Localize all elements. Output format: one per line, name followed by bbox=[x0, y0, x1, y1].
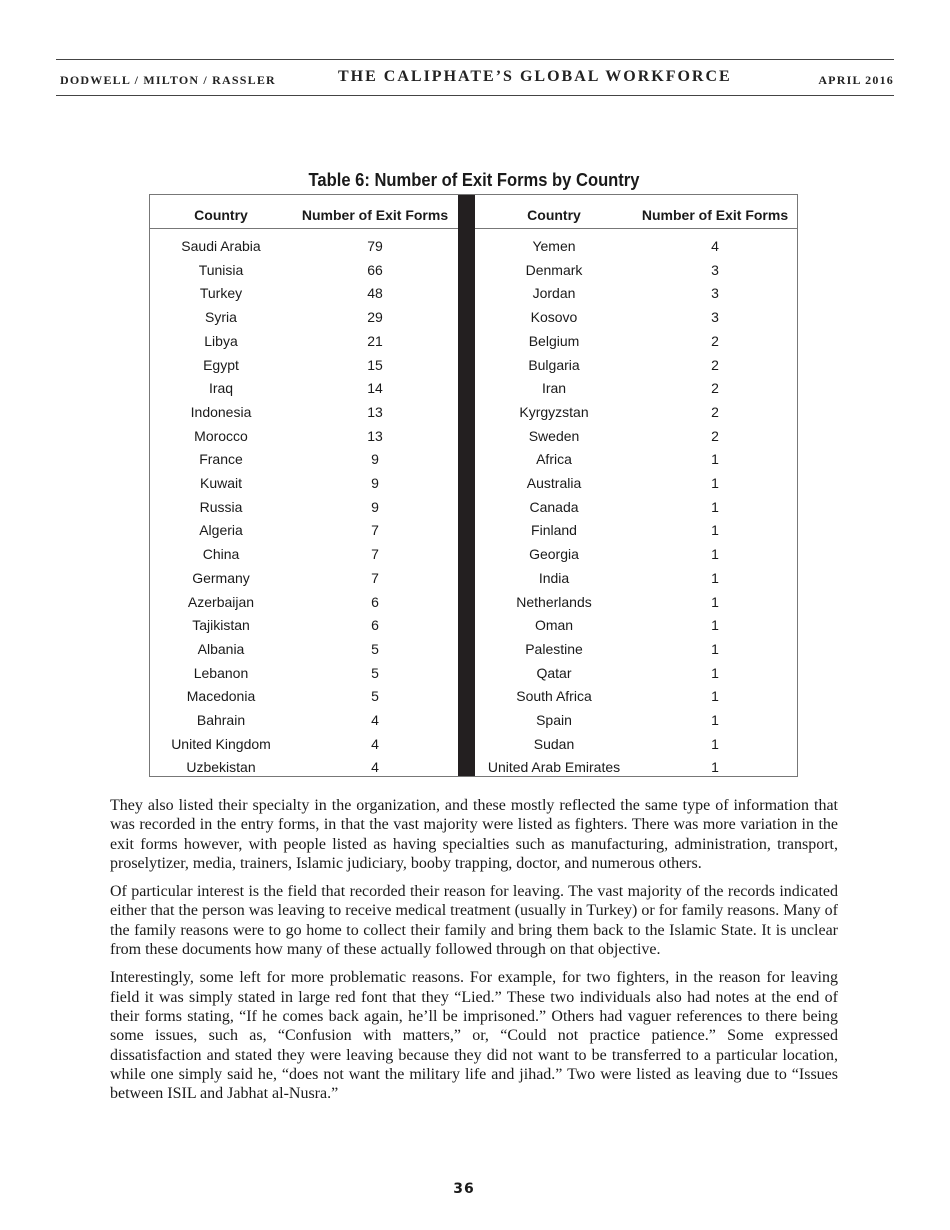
country-cell: Uzbekistan bbox=[186, 759, 256, 776]
header-authors: DODWELL / MILTON / RASSLER bbox=[60, 73, 276, 87]
country-cell: Kuwait bbox=[199, 475, 243, 491]
count-cell: 9 bbox=[371, 451, 379, 468]
table-row bbox=[150, 306, 458, 330]
count-cell: 7 bbox=[371, 522, 379, 539]
country-cell: Germany bbox=[192, 569, 250, 586]
table-row bbox=[475, 354, 798, 378]
count-cell: 1 bbox=[711, 664, 719, 681]
table-row bbox=[475, 425, 798, 449]
table-row bbox=[475, 733, 798, 757]
count-cell: 1 bbox=[711, 759, 719, 776]
table-row bbox=[150, 282, 458, 306]
table-row bbox=[150, 401, 458, 425]
table-row bbox=[475, 496, 798, 520]
count-cell: 14 bbox=[367, 380, 383, 397]
country-cell: Kyrgyzstan bbox=[519, 403, 589, 420]
count-cell: 1 bbox=[711, 688, 719, 705]
count-cell: 21 bbox=[367, 332, 383, 349]
table-row bbox=[150, 543, 458, 567]
country-cell: Qatar bbox=[536, 664, 572, 681]
paragraph-problematic-reasons: Interestingly, some left for more problematic reasons. For example, for two fighters, in the reason for leaving field it was simply stated in large red font that they “Lied.” These two individuals also had notes at the end of their forms stating, “If he comes back again, he’ll be imprisoned.” Others had vaguer references to there being some issues, such as, “Confusion with matters,” or, “Could not practice patience.” Some expressed dissatisfaction and stated they were leaving because they did not want to be transferred to a particular location, while one simply said he, “does not want the military life and jihad.” Two were listed as leaving due to “Issues between ISIL and Jabhat al-Nusra.” bbox=[110, 969, 838, 1103]
table-row bbox=[475, 756, 798, 780]
country-cell: Tunisia bbox=[198, 261, 244, 278]
table-row bbox=[475, 377, 798, 401]
country-cell: Iraq bbox=[208, 380, 234, 397]
count-cell: 15 bbox=[367, 356, 383, 373]
country-cell: Syria bbox=[205, 309, 237, 326]
header-rule-right bbox=[475, 228, 798, 229]
country-cell: France bbox=[199, 451, 243, 468]
country-cell: Sweden bbox=[528, 427, 580, 444]
count-cell: 1 bbox=[711, 569, 719, 586]
country-cell: Oman bbox=[534, 617, 574, 634]
count-cell: 7 bbox=[371, 569, 379, 586]
table-row bbox=[150, 330, 458, 354]
page-number: 36 bbox=[453, 1181, 475, 1197]
count-cell: 1 bbox=[711, 498, 719, 515]
table-row bbox=[150, 638, 458, 662]
table-row bbox=[150, 425, 458, 449]
count-cell: 1 bbox=[711, 451, 719, 468]
count-cell: 66 bbox=[367, 261, 383, 278]
country-cell: Africa bbox=[536, 451, 572, 468]
count-cell: 1 bbox=[711, 617, 719, 634]
table-row bbox=[150, 235, 458, 259]
country-cell: Spain bbox=[536, 712, 572, 728]
country-cell: Yemen bbox=[532, 238, 576, 254]
table-row bbox=[475, 638, 798, 662]
table-row bbox=[150, 259, 458, 283]
count-cell: 4 bbox=[711, 238, 719, 254]
country-cell: India bbox=[538, 569, 570, 586]
table-row bbox=[150, 733, 458, 757]
table-row bbox=[475, 662, 798, 686]
col-header-country-left: Country bbox=[194, 207, 248, 223]
table-row bbox=[150, 591, 458, 615]
count-cell: 4 bbox=[371, 759, 379, 776]
table-row bbox=[475, 235, 798, 259]
country-cell: Tajikistan bbox=[192, 617, 250, 634]
col-header-count-left: Number of Exit Forms bbox=[301, 207, 449, 223]
count-cell: 7 bbox=[371, 546, 379, 563]
header-bottom-rule bbox=[56, 95, 894, 96]
header-top-rule bbox=[56, 59, 894, 60]
country-cell: Albania bbox=[197, 640, 245, 657]
count-cell: 13 bbox=[367, 427, 383, 444]
country-cell: Macedonia bbox=[186, 688, 256, 705]
count-cell: 3 bbox=[711, 309, 719, 326]
country-cell: Indonesia bbox=[190, 403, 252, 420]
table-title: Table 6: Number of Exit Forms by Country bbox=[308, 170, 640, 190]
table-row bbox=[150, 377, 458, 401]
table-row bbox=[150, 709, 458, 733]
table-row bbox=[150, 448, 458, 472]
count-cell: 5 bbox=[371, 664, 379, 681]
table-row bbox=[150, 472, 458, 496]
count-cell: 79 bbox=[367, 238, 383, 254]
country-cell: United Kingdom bbox=[171, 735, 271, 752]
count-cell: 2 bbox=[711, 427, 719, 444]
paragraph-reason-leaving: Of particular interest is the field that recorded their reason for leaving. The vast majority of the records indicated either that the person was leaving to receive medical treatment (usually in Turkey) or for family reasons. Many of the family reasons were to go home to collect their family and bring them back to the Islamic State. It is unclear from these documents how many of these actually followed through on that objective. bbox=[110, 883, 838, 959]
count-cell: 4 bbox=[371, 712, 379, 728]
table-row bbox=[475, 709, 798, 733]
count-cell: 4 bbox=[371, 735, 379, 752]
table-row bbox=[475, 591, 798, 615]
table-row bbox=[475, 282, 798, 306]
country-cell: Azerbaijan bbox=[187, 593, 255, 610]
country-cell: Bahrain bbox=[196, 712, 246, 728]
count-cell: 6 bbox=[371, 593, 379, 610]
table-row bbox=[475, 401, 798, 425]
paragraph-specialty: They also listed their specialty in the organization, and these mostly reflected the same type of information that was recorded in the entry forms, in that the vast majority were listed as fighters. There was more variation in the exit forms however, with people listed as having specialties such as manufacturing, administration, transport, proselytizer, media, trainers, Islamic judiciary, booby trapping, doctor, and numerous others. bbox=[110, 797, 838, 872]
country-cell: United Arab Emirates bbox=[487, 759, 621, 776]
count-cell: 2 bbox=[711, 403, 719, 420]
country-cell: Kosovo bbox=[530, 309, 578, 326]
country-cell: Libya bbox=[204, 332, 238, 349]
count-cell: 48 bbox=[367, 285, 383, 302]
table-row bbox=[150, 519, 458, 543]
count-cell: 1 bbox=[711, 522, 719, 539]
table-row bbox=[475, 306, 798, 330]
table-row bbox=[150, 567, 458, 591]
col-header-count-right: Number of Exit Forms bbox=[641, 207, 789, 223]
header-date: APRIL 2016 bbox=[818, 73, 894, 87]
count-cell: 6 bbox=[371, 617, 379, 634]
body-text bbox=[110, 796, 838, 1112]
table-column-divider bbox=[458, 195, 475, 776]
count-cell: 29 bbox=[367, 309, 383, 326]
count-cell: 1 bbox=[711, 593, 719, 610]
country-cell: Canada bbox=[529, 498, 579, 515]
country-cell: Belgium bbox=[528, 332, 580, 349]
count-cell: 1 bbox=[711, 735, 719, 752]
count-cell: 2 bbox=[711, 332, 719, 349]
col-header-country-right: Country bbox=[527, 207, 581, 223]
table-row bbox=[475, 448, 798, 472]
count-cell: 2 bbox=[711, 380, 719, 397]
table-row bbox=[150, 756, 458, 780]
country-cell: China bbox=[202, 546, 240, 563]
count-cell: 9 bbox=[371, 498, 379, 515]
count-cell: 1 bbox=[711, 475, 719, 491]
country-cell: Georgia bbox=[529, 546, 579, 563]
count-cell: 3 bbox=[711, 261, 719, 278]
table-row bbox=[475, 543, 798, 567]
table-row bbox=[475, 519, 798, 543]
country-cell: Australia bbox=[526, 475, 582, 491]
count-cell: 9 bbox=[371, 475, 379, 491]
country-cell: Turkey bbox=[199, 285, 243, 302]
table-row bbox=[475, 259, 798, 283]
country-cell: Saudi Arabia bbox=[181, 238, 261, 254]
country-cell: Jordan bbox=[532, 285, 576, 302]
country-cell: Sudan bbox=[533, 735, 575, 752]
country-cell: South Africa bbox=[516, 688, 592, 705]
header-rule-left bbox=[150, 228, 458, 229]
table-row bbox=[475, 472, 798, 496]
table-row bbox=[150, 354, 458, 378]
table-row bbox=[150, 614, 458, 638]
table-row bbox=[475, 614, 798, 638]
count-cell: 1 bbox=[711, 640, 719, 657]
country-cell: Netherlands bbox=[516, 593, 592, 610]
count-cell: 5 bbox=[371, 640, 379, 657]
count-cell: 1 bbox=[711, 546, 719, 563]
country-cell: Algeria bbox=[199, 522, 243, 539]
country-cell: Denmark bbox=[525, 261, 583, 278]
table-row bbox=[475, 685, 798, 709]
table-row bbox=[475, 330, 798, 354]
table-row bbox=[150, 496, 458, 520]
table-row bbox=[150, 685, 458, 709]
table-row bbox=[150, 662, 458, 686]
country-cell: Morocco bbox=[194, 427, 248, 444]
table-row bbox=[475, 567, 798, 591]
count-cell: 5 bbox=[371, 688, 379, 705]
header-title: THE CALIPHATE’S GLOBAL WORKFORCE bbox=[338, 68, 732, 85]
country-cell: Egypt bbox=[203, 356, 239, 373]
count-cell: 13 bbox=[367, 403, 383, 420]
count-cell: 1 bbox=[711, 712, 719, 728]
country-cell: Bulgaria bbox=[528, 356, 580, 373]
count-cell: 3 bbox=[711, 285, 719, 302]
exit-forms-table bbox=[149, 194, 798, 777]
country-cell: Finland bbox=[531, 522, 577, 539]
country-cell: Palestine bbox=[525, 640, 583, 657]
count-cell: 2 bbox=[711, 356, 719, 373]
country-cell: Lebanon bbox=[193, 664, 249, 681]
country-cell: Iran bbox=[541, 380, 567, 397]
country-cell: Russia bbox=[199, 498, 243, 515]
